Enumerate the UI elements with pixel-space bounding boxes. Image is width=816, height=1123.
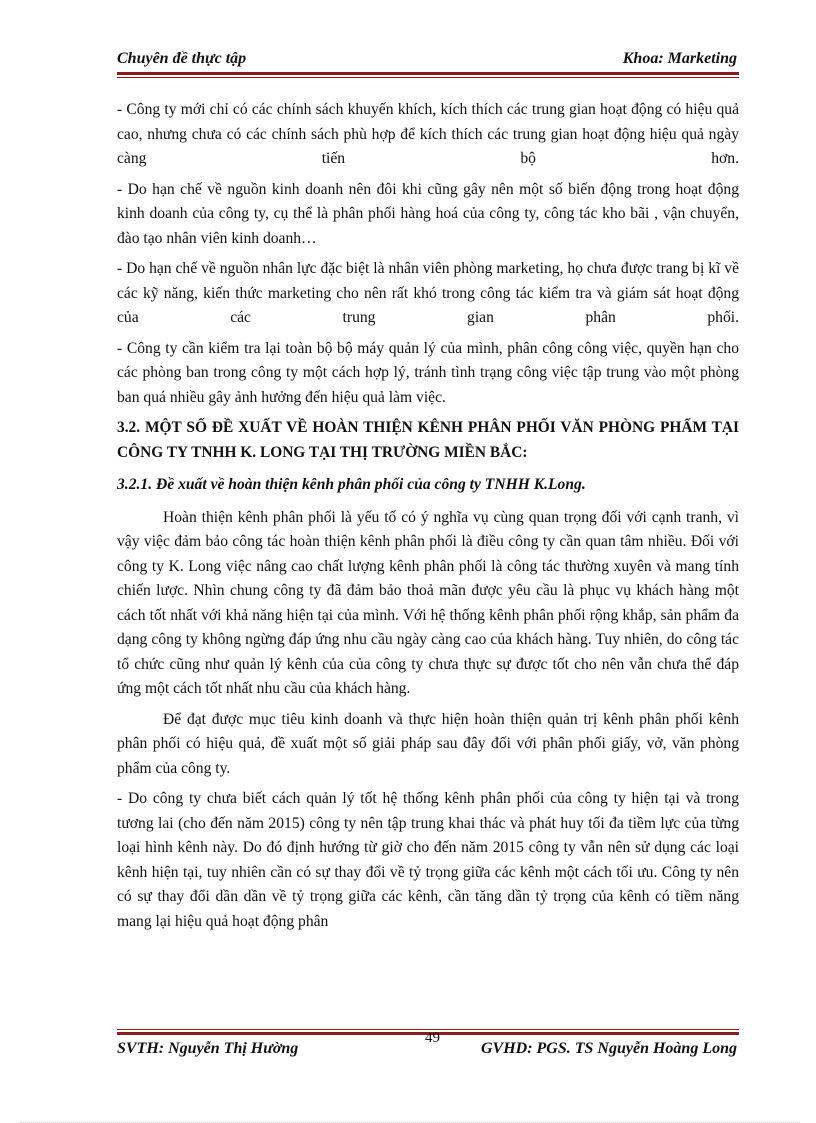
paragraph-7: - Do công ty chưa biết cách quản lý tốt hệ thống kênh phân phối của công ty hiện tại và trong tương lai (cho đến năm 2015) công ty nên tập trung khai thác và phát huy tối đa tiềm lực của từng loại hình kênh này. Do đó định hướng từ giờ cho đến năm 2015 công ty vẫn nên sử dụng các loại kênh hiện tại, tuy nhiên cần có sự thay đổi về tỷ trọng giữa các kênh một cách tối ưu. Công ty nên có sự thay đổi dần dần về tỷ trọng giữa các kênh, cần tăng dần tỷ trọng của kênh có tiềm năng mang lại hiệu quả hoạt động phân — [117, 790, 739, 930]
paragraph-3: - Do hạn chế về nguồn nhân lực đặc biệt là nhân viên phòng marketing, họ chưa được trang bị kĩ về các kỹ năng, kiến thức marketing cho nên rất khó trong công tác kiểm tra và giám sát hoạt động của các trung gian phân phối. — [117, 260, 739, 326]
paragraph-5: Hoàn thiện kênh phân phối là yếu tố có ý nghĩa vụ cùng quan trọng đối với cạnh tranh, vì vậy việc đảm bảo công tác hoàn thiện kênh phân phối là điều công ty cần quan tâm nhiều. Đối với công ty K. Long việc nâng cao chất lượng kênh phân phối là công tác thường xuyên và mang tính chiến lược. Nhìn chung công ty đã đảm bảo thoả mãn được yêu cầu là phục vụ khách hàng một cách tốt nhất với khả năng hiện tại của mình. Với hệ thống kênh phân phối rộng khắp, sản phẩm đa dạng công ty không ngừng đáp ứng nhu cầu ngày càng cao của khách hàng. Tuy nhiên, do công tác tổ chức cũng như quản lý kênh của của công ty chưa thực sự được tốt cho nên vẫn chưa thể đáp ứng một cách tốt nhất nhu cầu của khách hàng. — [117, 508, 739, 697]
header-department: Khoa: Marketing — [622, 50, 737, 67]
paragraph-6: Để đạt được mục tiêu kinh doanh và thực hiện hoàn thiện quản trị kênh phân phối kênh phân phối có hiệu quả, đề xuất một số giải pháp sau đây đối với phân phối giấy, vở, văn phòng phẩm của công ty. — [117, 710, 739, 777]
page-footer — [117, 1030, 737, 1062]
footer-student: SVTH: Nguyễn Thị Hường — [117, 1040, 299, 1057]
header-rule-thick — [117, 72, 739, 75]
page-body — [117, 98, 739, 940]
subsection-heading: 3.2.1. Đề xuất về hoàn thiện kênh phân phối của công ty TNHH K.Long. — [117, 476, 586, 493]
section-heading: 3.2. MỘT SỐ ĐỀ XUẤT VỀ HOÀN THIỆN KÊNH PHÂN PHỐI VĂN PHÒNG PHẨM TẠI CÔNG TY TNHH K. LONG TẠI THỊ TRƯỜNG MIỀN BẮC: — [117, 419, 739, 461]
page-header — [117, 50, 737, 72]
footer-supervisor: GVHD: PGS. TS Nguyễn Hoàng Long — [480, 1040, 737, 1057]
header-rule-thin — [117, 77, 739, 78]
page-number: 49 — [425, 1030, 440, 1046]
paragraph-4: - Công ty cần kiểm tra lại toàn bộ bộ máy quản lý của mình, phân công công việc, quyền hạn cho các phòng ban trong công ty một cách hợp lý, tránh tình trạng công việc tập trung vào một phòng ban quá nhiều gây ảnh hưởng đến hiệu quả làm việc. — [117, 339, 739, 406]
paragraph-2: - Do hạn chế về nguồn kinh doanh nên đôi khi cũng gây nên một số biến động trong hoạt động kinh doanh của công ty, cụ thể là phân phối hàng hoá của công ty, công tác kho bãi , vận chuyển, đào tạo nhân viên kinh doanh… — [117, 180, 739, 247]
paragraph-1: - Công ty mới chỉ có các chính sách khuyến khích, kích thích các trung gian hoạt động có hiệu quả cao, nhưng chưa có các chính sách phù hợp để kích thích các trung gian hoạt động hiệu quả ngày càng tiến bộ hơn. — [117, 101, 739, 167]
header-title: Chuyên đề thực tập — [117, 50, 247, 67]
